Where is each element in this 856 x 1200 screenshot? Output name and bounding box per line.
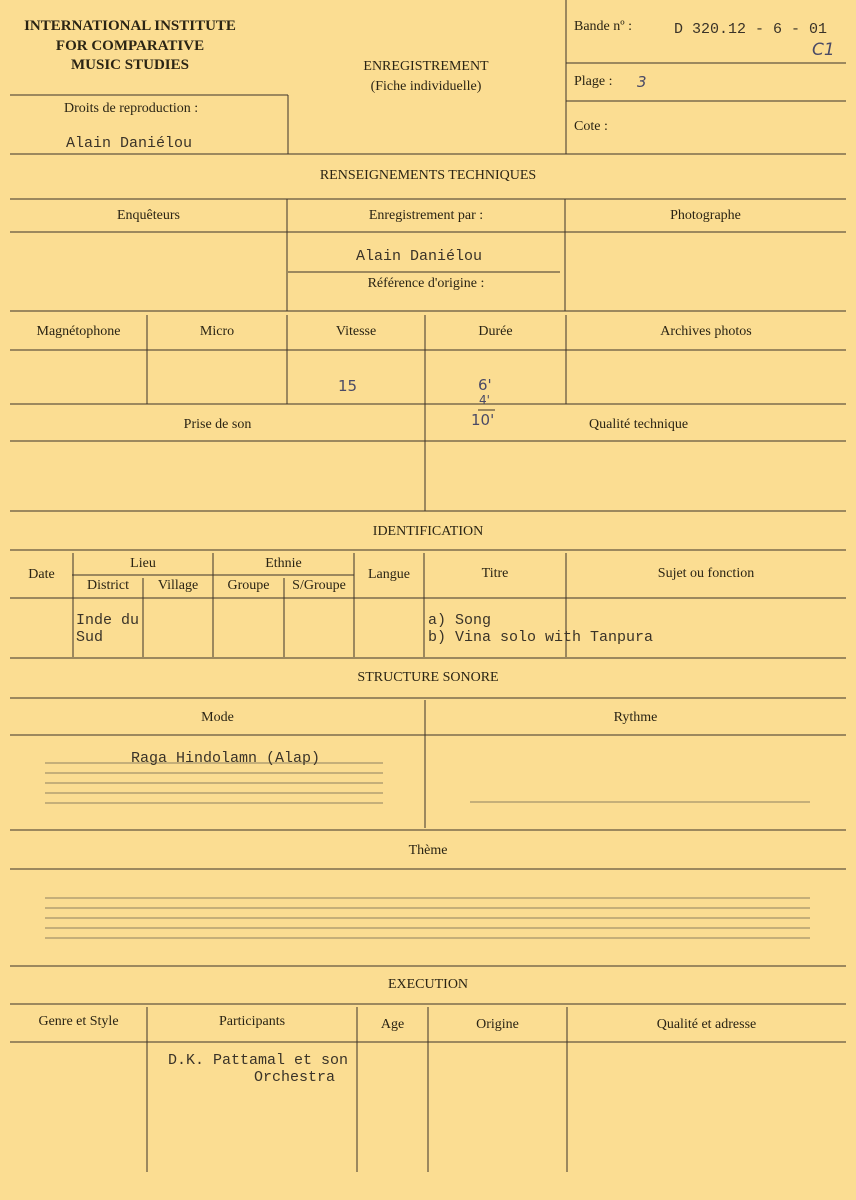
participants-value-line1: D.K. Pattamal et son <box>168 1052 349 1069</box>
bande-label: Bande nº : <box>574 19 632 34</box>
institute-name-line2: FOR COMPARATIVE <box>55 38 205 54</box>
groupe-label: Groupe <box>227 578 270 593</box>
qualite-technique-label: Qualité technique <box>589 417 689 432</box>
titre-label: Titre <box>481 566 509 581</box>
titre-value-line1: a) Song <box>428 612 492 629</box>
form-subtitle: (Fiche individuelle) <box>370 79 482 94</box>
micro-label: Micro <box>199 324 235 339</box>
duree-label: Durée <box>478 324 513 339</box>
district-value-line2: Sud <box>76 629 104 646</box>
section-title-execution: EXECUTION <box>387 977 469 992</box>
district-label: District <box>87 578 129 593</box>
enregistrement-label: Enregistrement par : <box>368 208 484 223</box>
bande-value: D 320.12 - 6 - 01 <box>674 21 828 38</box>
origine-label: Origine <box>476 1017 519 1032</box>
qualite-adresse-label: Qualité et adresse <box>656 1017 757 1032</box>
bande-handwritten-note: C1 <box>812 40 835 60</box>
age-label: Age <box>380 1017 405 1032</box>
langue-label: Langue <box>368 567 410 582</box>
date-label: Date <box>28 567 55 582</box>
duree-total: 10' <box>471 411 495 429</box>
photographe-label: Photographe <box>670 208 741 223</box>
district-value-line1: Inde du <box>76 612 140 629</box>
mode-label: Mode <box>201 710 234 725</box>
genre-style-label: Genre et Style <box>38 1014 119 1029</box>
duree-value-1: 6' <box>478 376 492 394</box>
prise-de-son-label: Prise de son <box>183 417 252 432</box>
rights-label: Droits de reproduction : <box>64 101 199 116</box>
magnetophone-label: Magnétophone <box>36 324 121 339</box>
plage-label: Plage : <box>574 74 613 89</box>
vitesse-value: 15 <box>338 377 358 395</box>
rights-value: Alain Daniélou <box>66 135 193 152</box>
enqueteurs-label: Enquêteurs <box>117 208 180 223</box>
archives-photos-label: Archives photos <box>660 324 752 339</box>
section-title-identification: IDENTIFICATION <box>372 524 484 539</box>
sgroupe-label: S/Groupe <box>292 578 346 593</box>
duree-value-2: 4' <box>479 393 490 407</box>
form-title: ENREGISTREMENT <box>363 59 489 74</box>
rythme-label: Rythme <box>613 710 658 725</box>
reference-origine-label: Référence d'origine : <box>367 276 485 291</box>
titre-value-line2: b) Vina solo with Tanpura <box>428 629 654 646</box>
institute-name-line3: MUSIC STUDIES <box>71 57 189 73</box>
institute-name-line1: INTERNATIONAL INSTITUTE <box>24 18 236 34</box>
section-title-technical: RENSEIGNEMENTS TECHNIQUES <box>319 168 537 183</box>
enregistrement-value: Alain Daniélou <box>356 248 483 265</box>
participants-value-line2: Orchestra <box>254 1069 336 1086</box>
participants-label: Participants <box>218 1014 286 1029</box>
sujet-fonction-label: Sujet ou fonction <box>657 566 755 581</box>
ethnie-label: Ethnie <box>265 556 302 571</box>
theme-label: Thème <box>408 843 448 858</box>
cote-label: Cote : <box>574 119 608 134</box>
lieu-label: Lieu <box>130 556 156 571</box>
vitesse-label: Vitesse <box>335 324 377 339</box>
village-label: Village <box>157 578 199 593</box>
section-title-structure: STRUCTURE SONORE <box>357 670 499 685</box>
mode-value: Raga Hindolamn (Alap) <box>131 750 321 767</box>
plage-value: 3 <box>637 73 647 91</box>
